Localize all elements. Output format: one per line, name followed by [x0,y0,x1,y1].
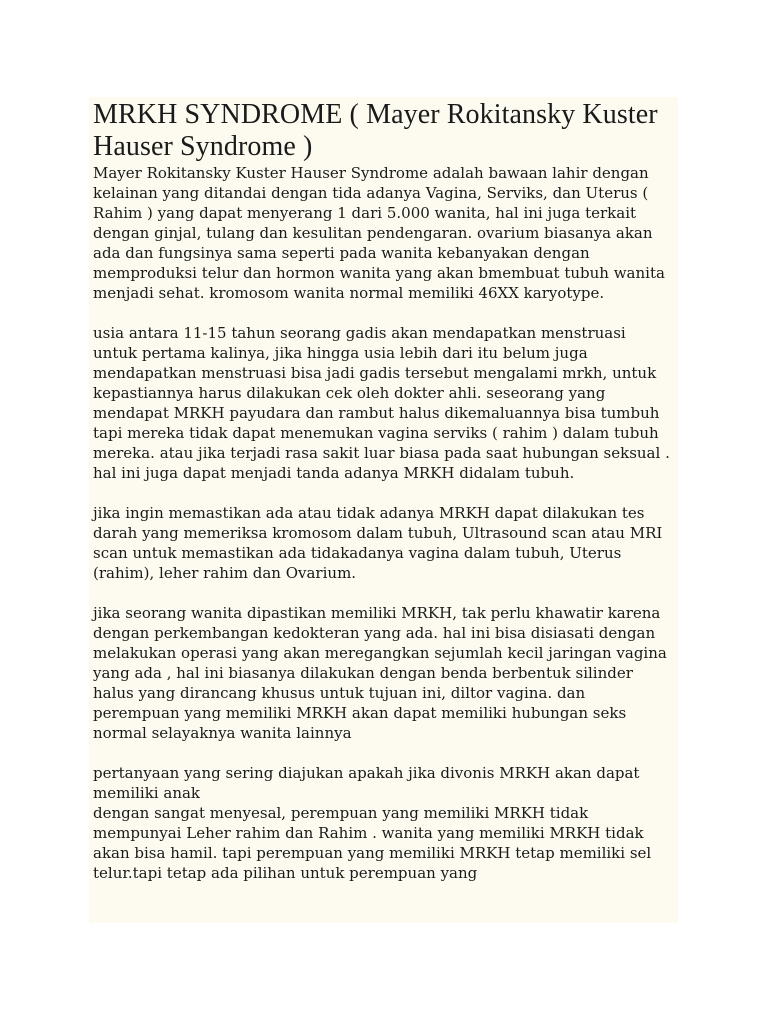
document-title: MRKH SYNDROME ( Mayer Rokitansky Kuster Hauser Syndrome ) [93,99,658,162]
paragraph-gap [93,743,674,763]
paragraph-intro: Mayer Rokitansky Kuster Hauser Syndrome adalah bawaan lahir dengan kelainan yang ditandai dengan tida adanya Vagina, Serviks, dan Uterus ( Rahim ) yang dapat menyerang 1 dari 5.000 wanita, hal ini juga terkait dengan ginjal, tulang dan kesulitan pendengaran. ovarium biasanya akan ada dan fungsinya sama seperti pada wanita kebanyakan dengan memproduksi telur dan hormon wanita yang akan bmembuat tubuh wanita menjadi sehat. kromosom wanita normal memiliki 46XX karyotype. [93,164,665,302]
paragraph-gap [93,583,674,603]
paragraph-gap [93,303,674,323]
paragraph-symptoms: usia antara 11-15 tahun seorang gadis akan mendapatkan menstruasi untuk pertama kalinya, jika hingga usia lebih dari itu belum juga mendapatkan menstruasi bisa jadi gadis tersebut mengalami mrkh, untuk kepastiannya harus dilakukan cek oleh dokter ahli. seseorang yang mendapat MRKH payudara dan rambut halus dikemaluannya bisa tumbuh tapi mereka tidak dapat menemukan vagina serviks ( rahim ) dalam tubuh mereka. atau jika terjadi rasa sakit luar biasa pada saat hubungan seksual . hal ini juga dapat menjadi tanda adanya MRKH didalam tubuh. [93,324,670,482]
paragraph-diagnosis: jika ingin memastikan ada atau tidak adanya MRKH dapat dilakukan tes darah yang memeriksa kromosom dalam tubuh, Ultrasound scan atau MRI scan untuk memastikan ada tidakadanya vagina dalam tubuh, Uterus (rahim), leher rahim dan Ovarium. [93,504,663,582]
paragraph-fertility: pertanyaan yang sering diajukan apakah jika divonis MRKH akan dapat memiliki anak dengan sangat menyesal, perempuan yang memiliki MRKH tidak mempunyai Leher rahim dan Rahim . wanita yang memiliki MRKH tidak akan bisa hamil. tapi perempuan yang memiliki MRKH tetap memiliki sel telur.tapi tetap ada pilihan untuk perempuan yang [93,764,652,882]
paragraph-treatment: jika seorang wanita dipastikan memiliki MRKH, tak perlu khawatir karena dengan perkembangan kedokteran yang ada. hal ini bisa disiasati dengan melakukan operasi yang akan meregangkan sejumlah kecil jaringan vagina yang ada , hal ini biasanya dilakukan dengan benda berbentuk silinder halus yang dirancang khusus untuk tujuan ini, diltor vagina. dan perempuan yang memiliki MRKH akan dapat memiliki hubungan seks normal selayaknya wanita lainnya [93,604,667,742]
document-page [89,97,678,923]
paragraph-gap [93,483,674,503]
